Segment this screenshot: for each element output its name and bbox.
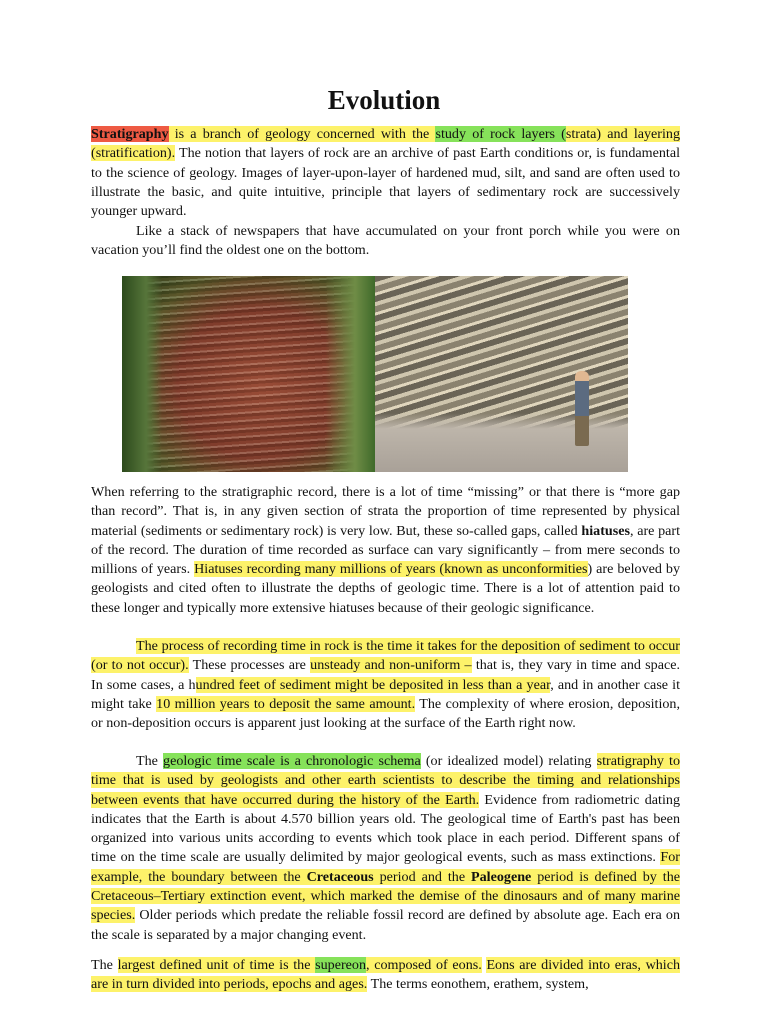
highlight-text: , composed of eons. <box>366 957 482 973</box>
body-text: Evidence from radiometric dating indicates that the Earth is about 4.570 billion years old. The geological time of Earth's past has been organized into various units according to events which took place in each period. Different spans of time on the time scale are usually delimited by major geological events, such as mass extinctions. <box>91 791 680 866</box>
time-scale-paragraph <box>91 752 680 945</box>
newspaper-paragraph <box>91 222 680 261</box>
highlight-text: period and the <box>373 868 472 885</box>
highlight-text: Hiatuses recording many millions of years (known as unconformities <box>194 561 588 578</box>
body-text: ) are beloved by geologists and cited often to illustrate the depths of geologic time. There is a lot of attention paid to these longer and typically more extensive hiatuses because of their geologic significance. <box>91 561 681 616</box>
highlight-text: 10 million years to deposit the same amount. <box>156 695 416 712</box>
term-supereon: supereon <box>315 957 367 973</box>
body-text: (or idealized model) relating <box>420 753 597 769</box>
body-text: The <box>136 753 164 769</box>
body-text: Like a stack of newspapers that have accumulated on your front porch while you were on vacation you’ll find the oldest one on the bottom. <box>91 223 680 259</box>
term-hiatuses: hiatuses <box>581 522 630 539</box>
rock-strata-outcrop-photo <box>375 276 628 472</box>
intro-paragraph <box>91 125 680 221</box>
highlight-text: Eons are divided into eras, which are in turn divided into periods, epochs and ages. <box>91 957 681 993</box>
highlight-text: unsteady and non-uniform – <box>310 657 472 674</box>
geologist-figure <box>575 371 589 446</box>
body-text: The notion that layers of rock are an archive of past Earth conditions or, is fundamental to the science of geology. Images of layer-upon-layer of hardened mud, silt, and sand are often used to illustrate the basic, and quite intuitive, principle that layers of sedimentary rock are successively younger upward. <box>91 145 680 220</box>
body-text: Older periods which predate the reliable fossil record are defined by absolute age. Each era on the scale is separated by a major changing event. <box>91 907 680 943</box>
body-text: , are part of the record. The duration of time recorded as surface can vary significantly – from mere seconds to millions of years. <box>91 522 680 578</box>
highlight-text: period is defined by the Cretaceous–Tertiary extinction event, which marked the demise of the dinosaurs and of many marine species. <box>91 868 681 924</box>
green-highlight-text: geologic time scale is a chronologic schema <box>163 753 421 769</box>
units-paragraph <box>91 956 680 995</box>
highlight-text: largest defined unit of time is the <box>117 957 316 973</box>
body-text: that is, they vary in time and space. In some cases, a h <box>91 657 681 693</box>
hiatuses-paragraph <box>91 483 680 618</box>
comparison-photos <box>122 276 628 472</box>
newspaper-stack-photo <box>122 276 375 472</box>
green-highlight-text: study of rock layers ( <box>435 126 566 142</box>
highlight-text: strata) and layering (stratification). <box>91 126 680 162</box>
body-text: When referring to the stratigraphic record, there is a lot of time “missing” or that there is “more gap than record”. That is, in any given section of strata the proportion of time represented by physical material (sediments or sedimentary rock) is very low. But, these so-called gaps, called <box>91 484 680 539</box>
body-text: , and in another case it might take <box>91 676 681 712</box>
body-text: The complexity of where erosion, deposition, or non-deposition occurs is apparent just looking at the surface of the Earth right now. <box>91 695 680 732</box>
highlight-text: The process of recording time in rock is the time it takes for the deposition of sediment to occur (or to not occur). <box>91 638 680 674</box>
highlight-text: is a branch of geology concerned with the <box>168 126 436 142</box>
highlight-text: stratigraphy to time that is used by geologists and other earth scientists to describe the timing and relationships between events that have occurred during the history of the Earth. <box>91 753 680 808</box>
body-text: The <box>91 957 118 973</box>
highlight-text: undred feet of sediment might be deposited in less than a year <box>195 676 551 693</box>
deposition-paragraph <box>91 637 680 733</box>
body-text: These processes are <box>188 657 311 674</box>
page-title: Evolution <box>327 85 441 115</box>
term-cretaceous: Cretaceous <box>306 868 374 885</box>
term-paleogene: Paleogene <box>471 868 532 885</box>
term-stratigraphy: Stratigraphy <box>91 126 169 142</box>
highlight-text: For example, the boundary between the <box>91 849 680 885</box>
body-text: The terms eonothem, erathem, system, <box>367 976 589 993</box>
